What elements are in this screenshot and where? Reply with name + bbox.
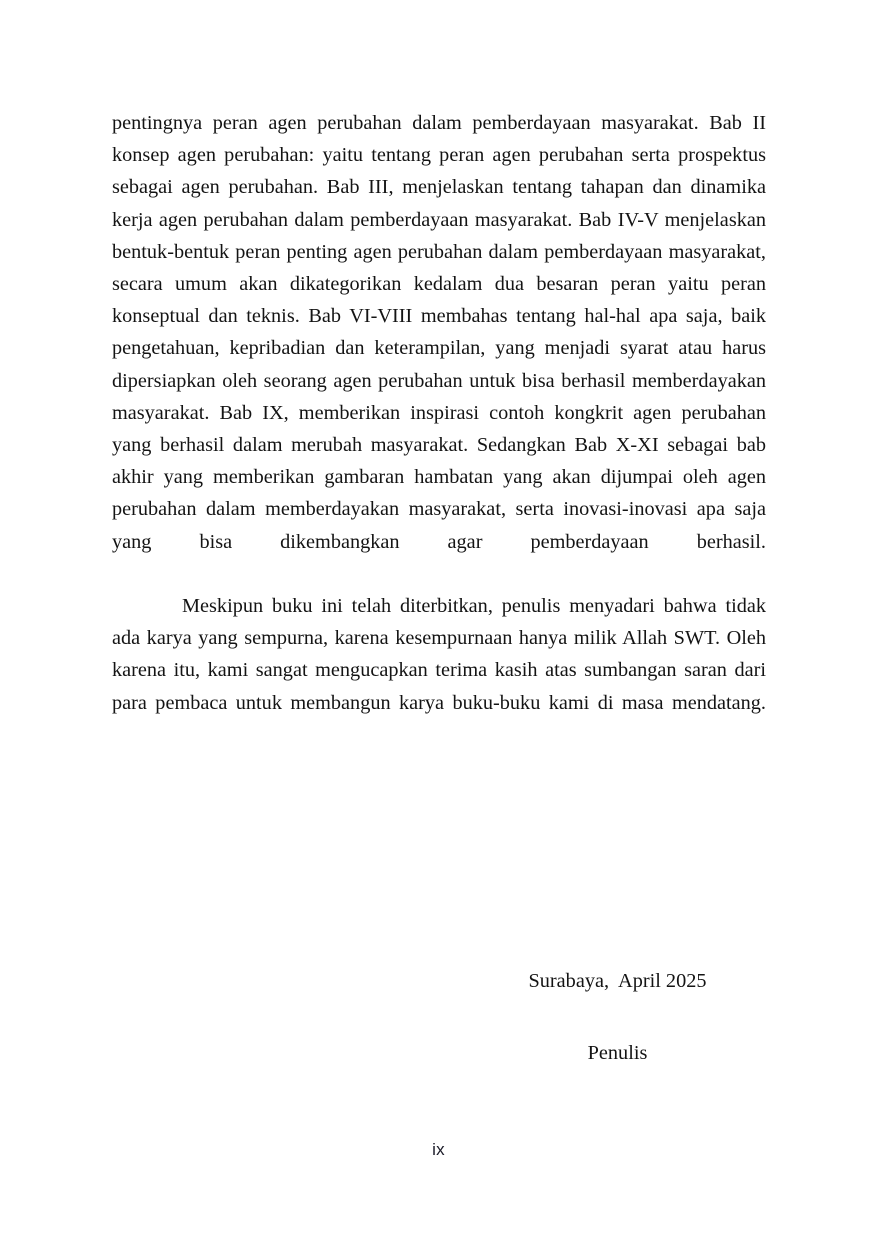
paragraph-closing-remarks: Meskipun buku ini telah diterbitkan, penulis menyadari bahwa tidak ada karya yang sempurna, karena kesempurnaan hanya milik Allah SWT. Oleh karena itu, kami sangat mengucapkan terima kasih atas sumbangan saran dari para pembaca untuk membangun karya buku-buku kami di masa mendatang. xyxy=(112,595,766,714)
signature-block xyxy=(505,965,730,1069)
signature-place-date: Surabaya, April 2025 xyxy=(528,970,707,992)
body-text-block xyxy=(112,107,766,751)
page-number: ix xyxy=(432,1140,445,1159)
paragraph-chapter-overview: pentingnya peran agen perubahan dalam pemberdayaan masyarakat. Bab II konsep agen perubahan: yaitu tentang peran agen perubahan serta prospektus sebagai agen perubahan. Bab III, menjelaskan tentang tahapan dan dinamika kerja agen perubahan dalam pemberdayaan masyarakat. Bab IV-V menjelaskan bentuk-bentuk peran penting agen perubahan dalam pemberdayaan masyarakat, secara umum akan dikategorikan kedalam dua besaran peran yaitu peran konseptual dan teknis. Bab VI-VIII membahas tentang hal-hal apa saja, baik pengetahuan, kepribadian dan keterampilan, yang menjadi syarat atau harus dipersiapkan oleh seorang agen perubahan untuk bisa berhasil memberdayakan masyarakat. Bab IX, memberikan inspirasi contoh kongkrit agen perubahan yang berhasil dalam merubah masyarakat. Sedangkan Bab X-XI sebagai bab akhir yang memberikan gambaran hambatan yang akan dijumpai oleh agen perubahan dalam memberdayakan masyarakat, serta inovasi-inovasi apa saja yang bisa dikembangkan agar pemberdayaan berhasil. xyxy=(112,112,766,553)
signature-author: Penulis xyxy=(587,1042,648,1064)
